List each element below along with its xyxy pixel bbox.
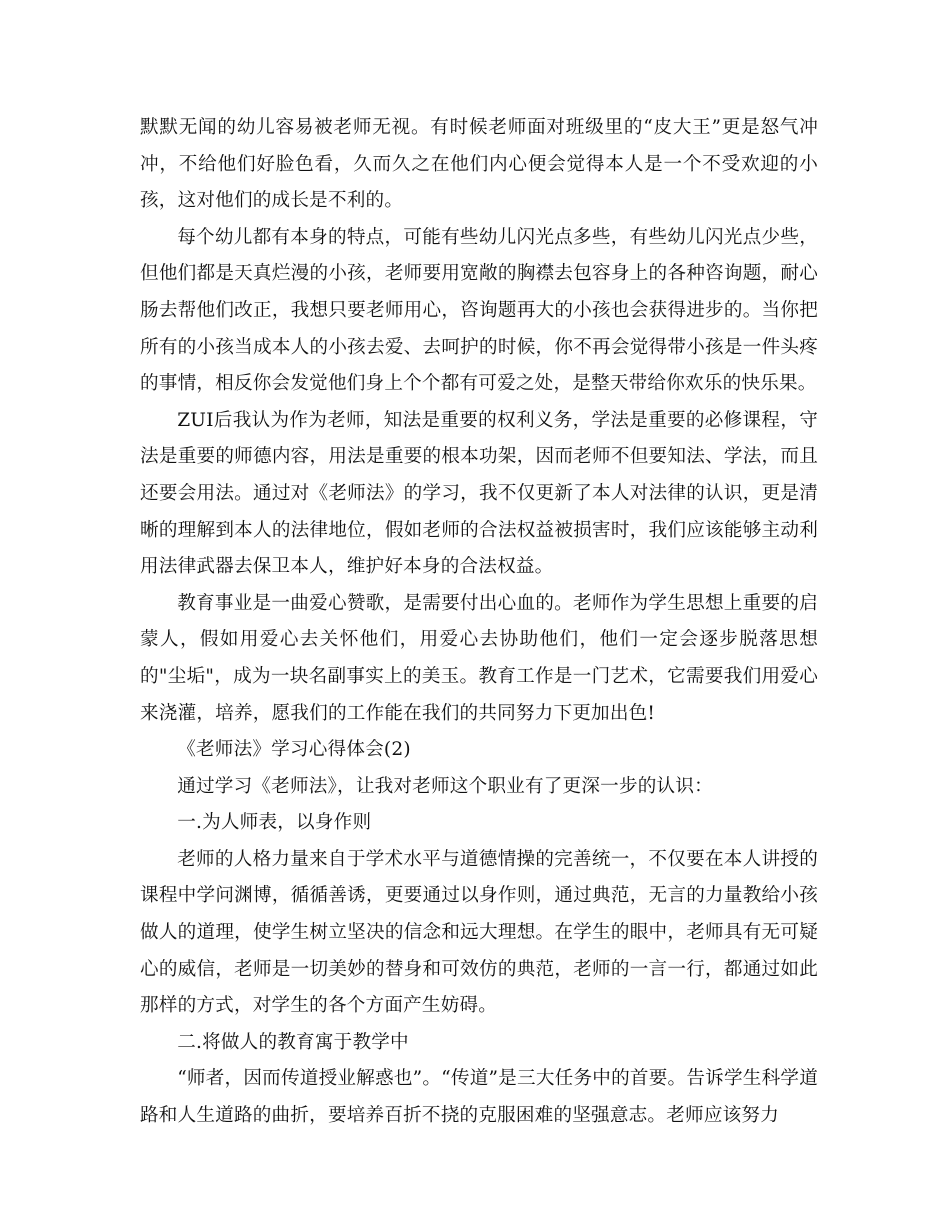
- paragraph: ZUI后我认为作为老师，知法是重要的权利义务，学法是重要的必修课程，守法是重要的师德内容，用法是重要的根本功架，因而老师不但要知法、学法，而且还要会用法。通过对《老师法》的学习，我不仅更新了本人对法律的认识，更是清晰的理解到本人的法律地位，假如老师的合法权益被损害时，我们应该能够主动利用法律武器去保卫本人，维护好本身的合法权益。: [140, 409, 818, 578]
- paragraph: 默默无闻的幼儿容易被老师无视。有时候老师面对班级里的“皮大王”更是怒气冲冲，不给他们好脸色看，久而久之在他们内心便会觉得本人是一个不受欢迎的小孩，这对他们的成长是不利的。: [140, 117, 818, 212]
- section-heading: 《老师法》学习心得体会(2): [177, 739, 411, 761]
- paragraph: “师者，因而传道授业解惑也”。“传道”是三大任务中的首要。告诉学生科学道路和人生道路的曲折，要培养百折不挠的克服困难的坚强意志。老师应该努力: [140, 1068, 818, 1127]
- document-body: [140, 110, 818, 1135]
- paragraph: 教育事业是一曲爱心赞歌，是需要付出心血的。老师作为学生思想上重要的启蒙人，假如用爱心去关怀他们，用爱心去协助他们，他们一定会逐步脱落思想的"尘垢"，成为一块名副事实上的美玉。教育工作是一门艺术，它需要我们用爱心来浇灌，培养，愿我们的工作能在我们的共同努力下更加出色!: [140, 592, 818, 724]
- paragraph: 老师的人格力量来自于学术水平与道德情操的完善统一，不仅要在本人讲授的课程中学问渊博，循循善诱，更要通过以身作则，通过典范，无言的力量教给小孩做人的道理，使学生树立坚决的信念和远大理想。在学生的眼中，老师具有无可疑心的威信，老师是一切美妙的替身和可效仿的典范，老师的一言一行，都通过如此那样的方式，对学生的各个方面产生妨碍。: [140, 848, 818, 1017]
- paragraph: 通过学习《老师法》，让我对老师这个职业有了更深一步的认识：: [177, 775, 713, 797]
- section-heading: 二.将做人的教育寓于教学中: [177, 1031, 409, 1053]
- section-heading: 一.为人师表，以身作则: [177, 812, 372, 834]
- paragraph: 每个幼儿都有本身的特点，可能有些幼儿闪光点多些，有些幼儿闪光点少些，但他们都是天真烂漫的小孩，老师要用宽敞的胸襟去包容身上的各种咨询题，耐心肠去帮他们改正，我想只要老师用心，咨询题再大的小孩也会获得进步的。当你把所有的小孩当成本人的小孩去爱、去呵护的时候，你不再会觉得带小孩是一件头疼的事情，相反你会发觉他们身上个个都有可爱之处，是整天带给你欢乐的快乐果。: [140, 226, 818, 395]
